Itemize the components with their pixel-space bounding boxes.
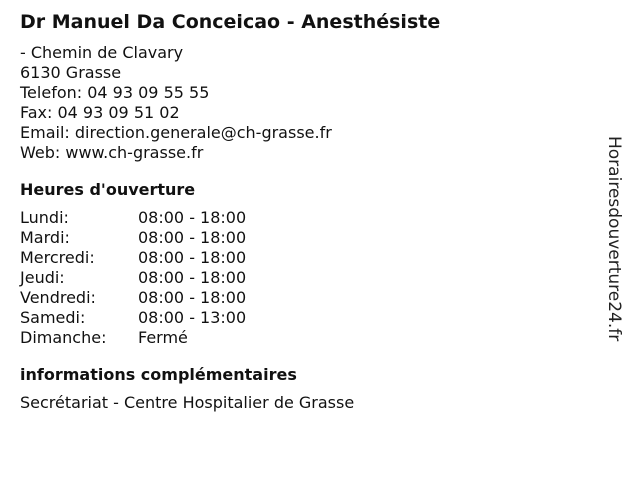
hours-time: 08:00 - 18:00	[138, 248, 247, 267]
additional-info-text: Secrétariat - Centre Hospitalier de Grasse	[20, 393, 355, 412]
hours-time: 08:00 - 18:00	[138, 268, 247, 287]
hours-row-vendredi	[20, 288, 600, 308]
page-title: Dr Manuel Da Conceicao - Anesthésiste	[20, 11, 441, 33]
city-line: 6130 Grasse	[20, 63, 122, 82]
hours-time: Fermé	[138, 328, 188, 347]
phone-line[interactable]: Telefon: 04 93 09 55 55	[20, 83, 210, 102]
fax-line: Fax: 04 93 09 51 02	[20, 103, 180, 122]
web-line[interactable]: Web: www.ch-grasse.fr	[20, 143, 204, 162]
opening-hours-heading: Heures d'ouverture	[20, 180, 196, 199]
listing-card	[20, 10, 600, 413]
hours-row-samedi	[20, 308, 600, 328]
hours-time: 08:00 - 18:00	[138, 208, 247, 227]
hours-day-label: Lundi:	[20, 208, 69, 227]
hours-day-label: Vendredi:	[20, 288, 96, 307]
email-line[interactable]: Email: direction.generale@ch-grasse.fr	[20, 123, 332, 142]
hours-time: 08:00 - 13:00	[138, 308, 247, 327]
hours-day-label: Samedi:	[20, 308, 86, 327]
street-line: - Chemin de Clavary	[20, 43, 184, 62]
hours-day-label: Jeudi:	[20, 268, 65, 287]
hours-row-dimanche	[20, 328, 600, 348]
opening-hours-table	[20, 208, 600, 348]
hours-row-jeudi	[20, 268, 600, 288]
hours-time: 08:00 - 18:00	[138, 288, 247, 307]
additional-info-heading: informations complémentaires	[20, 365, 297, 384]
hours-day-label: Mardi:	[20, 228, 70, 247]
hours-row-lundi	[20, 208, 600, 228]
site-brand-watermark[interactable]: Horairesdouverture24.fr	[604, 136, 624, 342]
hours-row-mardi	[20, 228, 600, 248]
hours-row-mercredi	[20, 248, 600, 268]
hours-day-label: Mercredi:	[20, 248, 95, 267]
address-block	[20, 43, 600, 163]
hours-day-label: Dimanche:	[20, 328, 107, 347]
hours-time: 08:00 - 18:00	[138, 228, 247, 247]
